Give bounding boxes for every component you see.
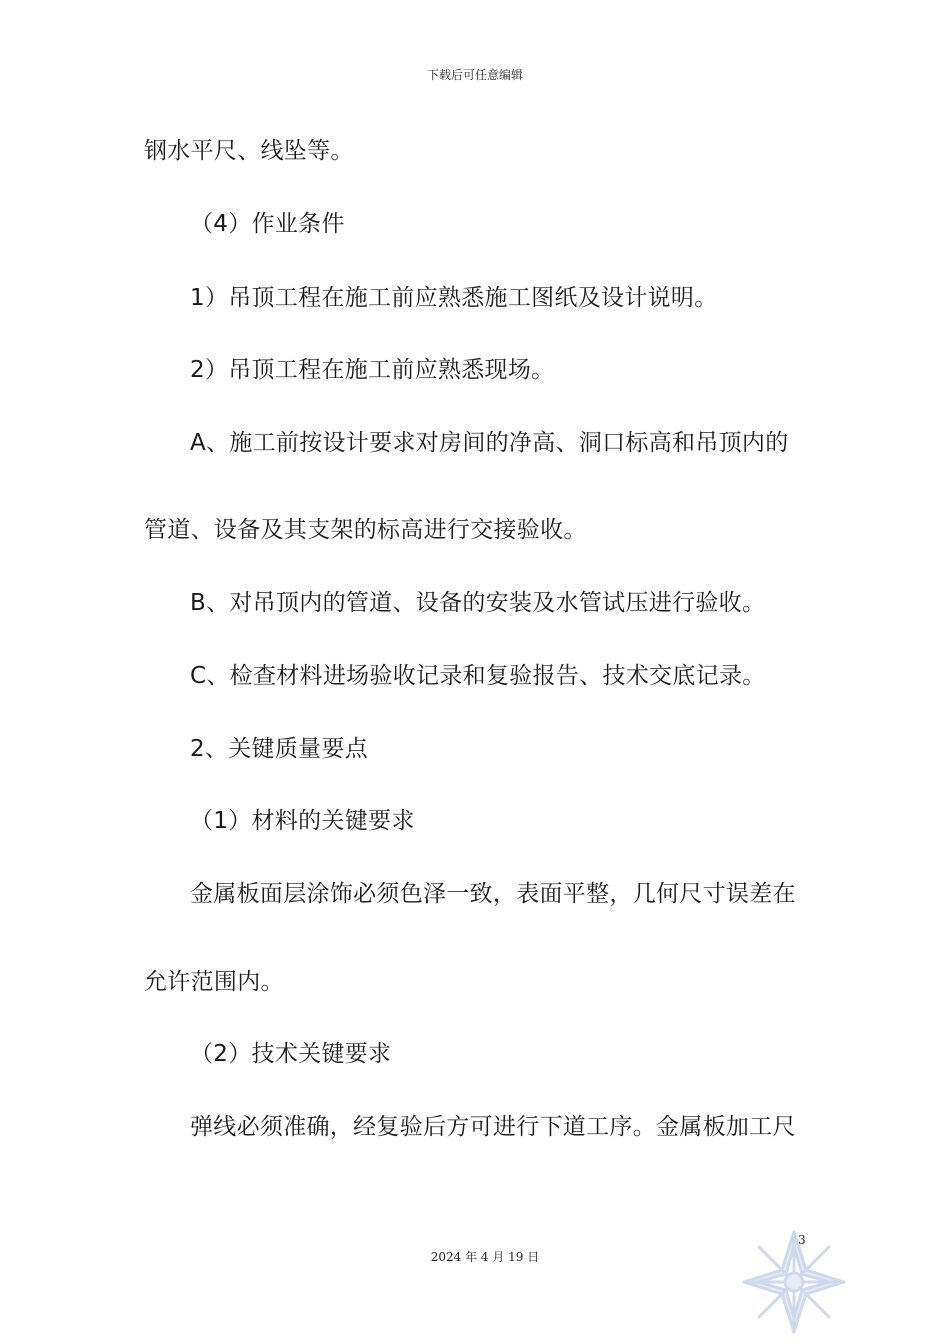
body-line-11: 金属板面层涂饰必须色泽一致，表面平整，几何尺寸误差在 <box>190 881 796 907</box>
body-line-5: A、施工前按设计要求对房间的净高、洞口标高和吊顶内的 <box>190 430 789 456</box>
snowflake-logo-icon <box>736 1224 852 1340</box>
body-line-9: 2、关键质量要点 <box>190 736 369 762</box>
body-line-8: C、检查材料进场验收记录和复验报告、技术交底记录。 <box>190 663 766 689</box>
body-line-3: 1）吊顶工程在施工前应熟悉施工图纸及设计说明。 <box>190 285 718 311</box>
body-line-4: 2）吊顶工程在施工前应熟悉现场。 <box>190 357 555 383</box>
body-line-2: （4）作业条件 <box>190 211 345 237</box>
body-line-6: 管道、设备及其支架的标高进行交接验收。 <box>144 517 587 543</box>
body-line-10: （1）材料的关键要求 <box>190 808 415 834</box>
page-number: 3 <box>798 1233 806 1247</box>
body-line-1: 钢水平尺、线坠等。 <box>144 138 354 164</box>
body-line-13: （2）技术关键要求 <box>190 1041 392 1067</box>
body-line-12: 允许范围内。 <box>144 969 284 995</box>
footer-date: 2024 年 4 月 19 日 <box>430 1250 540 1264</box>
header-note: 下载后可任意编辑 <box>426 68 523 82</box>
body-line-7: B、对吊顶内的管道、设备的安装及水管试压进行验收。 <box>190 590 766 616</box>
body-line-14: 弹线必须准确，经复验后方可进行下道工序。金属板加工尺 <box>190 1114 796 1140</box>
